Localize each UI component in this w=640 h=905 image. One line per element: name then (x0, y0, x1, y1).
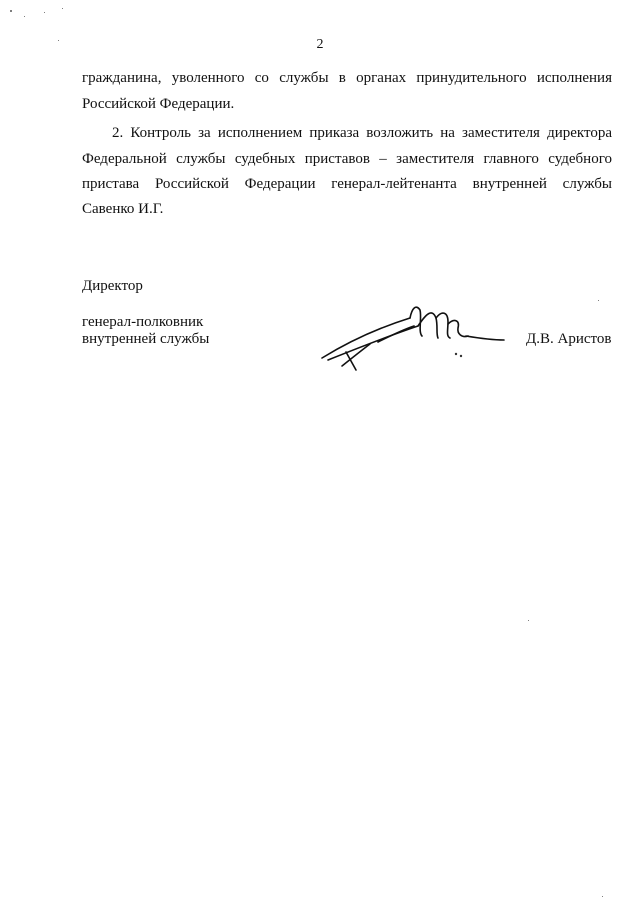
scan-speck (62, 8, 63, 9)
scan-speck (10, 10, 12, 12)
scan-speck (24, 16, 25, 17)
scan-speck (58, 40, 59, 41)
paragraph-2-line-3: пристава Российской Федерации генерал-лейтенанта внутренней службы (82, 176, 612, 192)
paragraph-2-line-4: Савенко И.Г. (82, 201, 164, 217)
handwritten-signature (318, 296, 508, 376)
paragraph-2-line-1: 2. Контроль за исполнением приказа возложить на заместителя директора (112, 125, 612, 141)
signatory-name: Д.В. Аристов (526, 331, 612, 347)
signature-rank-line-1: генерал-полковник (82, 314, 204, 330)
signature-rank-line-2: внутренней службы (82, 331, 210, 347)
page-number: 2 (316, 37, 324, 52)
scan-speck (44, 12, 45, 13)
paragraph-2-line-2: Федеральной службы судебных приставов – заместителя главного судебного (82, 151, 612, 167)
scan-speck (602, 896, 603, 897)
scan-speck (598, 300, 599, 301)
scan-speck (528, 620, 529, 621)
paragraph-1-line-1: гражданина, уволенного со службы в органах принудительного исполнения (82, 70, 612, 86)
paragraph-1-line-2: Российской Федерации. (82, 96, 235, 112)
signature-position: Директор (82, 278, 143, 294)
